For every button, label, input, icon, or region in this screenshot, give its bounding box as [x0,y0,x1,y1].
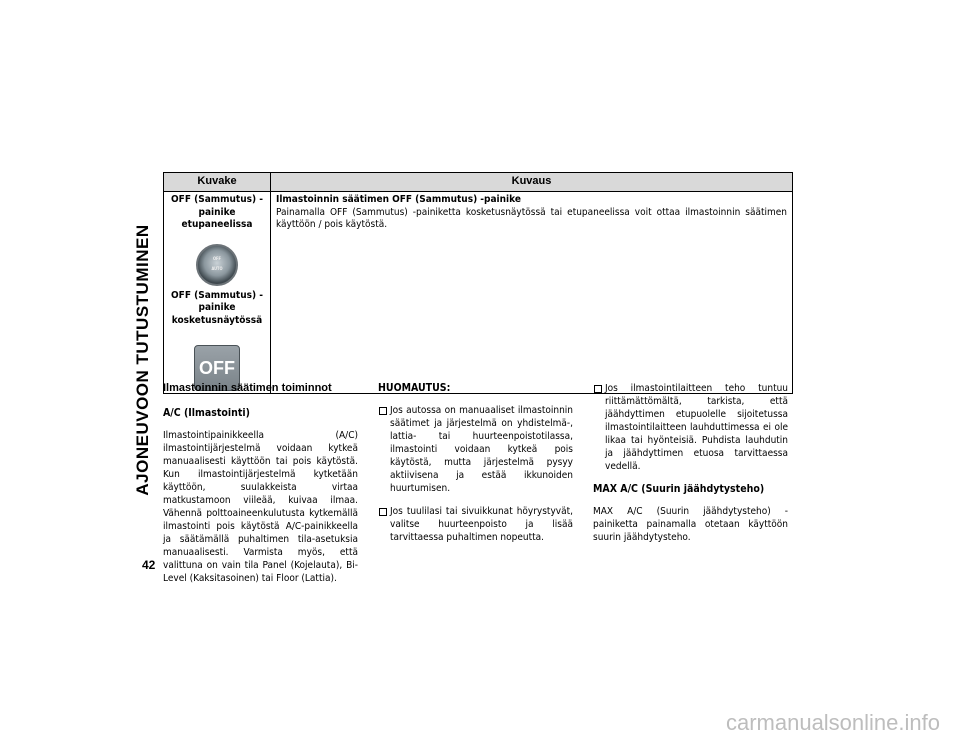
section-heading: Ilmastoinnin säätimen toiminnot [163,382,332,394]
note-heading: HUOMAUTUS: [378,382,451,394]
header-icon: Kuvake [164,173,271,192]
note-list-continued [593,382,788,473]
control-table [163,172,793,394]
ac-paragraph: Ilmastointipainikkeella (A/C) ilmastointijärjestelmä voidaan kytkeä manuaalisesti käyttöön tai pois käytöstä. Kun ilmastointijärjestelmä kytketään käyttöön, suulakkeista virtaa matkustamoon viileää, kuivaa ilmaa. Vähennä polttoaineenkulutusta kytkemällä ilmastointi pois käytöstä A/C-painikkeella ja säätämällä puhaltimen tila-asetuksia manuaalisesti. Varmista myös, että valittuna on vain tila Panel (Kojelauta), Bi-Level (Kaksitasoinen) tai Floor (Lattia). [163,430,358,584]
chapter-side-title [128,170,158,550]
max-ac-subheading: MAX A/C (Suurin jäähdytysteho) [593,483,765,495]
list-item: Jos tuulilasi tai sivuikkunat höyrystyvät, valitse huurteenpoisto ja lisää tarvittaessa puhaltimen nopeutta. [378,505,573,544]
front-panel-label: OFF (Sammutus) -painike etupaneelissa [171,194,263,230]
touchscreen-label: OFF (Sammutus) -painike kosketusnäytössä [171,289,263,326]
description-title: Ilmastoinnin säätimen OFF (Sammutus) -painike [276,194,521,205]
knob-auto-label: AUTO [211,265,223,271]
list-item: Jos ilmastointilaitteen teho tuntuu riittämättömältä, tarkista, että jäähdyttimen etupuolelle sijoitetussa ilmastointilaitteen lauhduttimessa ei ole likaa tai hyönteisiä. Puhdista lauhdutin ja jäähdyttimen etuosa tarvittaessa vedellä. [593,382,788,473]
table-row [164,192,793,394]
knob-off-label: OFF [213,255,221,261]
icon-cell [164,192,271,394]
description-cell [271,192,793,394]
ac-subheading: A/C (Ilmastointi) [163,407,250,419]
table-header-row [164,173,793,192]
column-1 [163,382,358,595]
front-panel-knob-icon [196,244,238,286]
header-description: Kuvaus [271,173,793,192]
description-text: Painamalla OFF (Sammutus) -painiketta kosketusnäytössä tai etupaneelissa voit ottaa ilmastoinnin säätimen käyttöön / pois käytöstä. [276,206,787,230]
max-ac-paragraph: MAX A/C (Suurin jäähdytysteho) -painiketta painamalla otetaan käyttöön suurin jäähdytysteho. [593,506,788,543]
note-list [378,404,573,544]
column-3 [593,382,788,554]
watermark: carmanualsonline.info [725,710,940,735]
list-item: Jos autossa on manuaaliset ilmastoinnin säätimet ja järjestelmä on yhdistelmä-, lattia- tai huurteenpoistotilassa, ilmastointi voidaan kytkeä pois käytöstä, mutta järjestelmä pysyy aktiivisena ja estää ikkunoiden huurtumisen. [378,404,573,495]
off-button-icon: OFF [194,345,240,391]
column-2 [378,382,573,554]
chapter-title-text: AJONEUVOON TUTUSTUMINEN [133,224,152,496]
page-number: 42 [142,558,156,572]
